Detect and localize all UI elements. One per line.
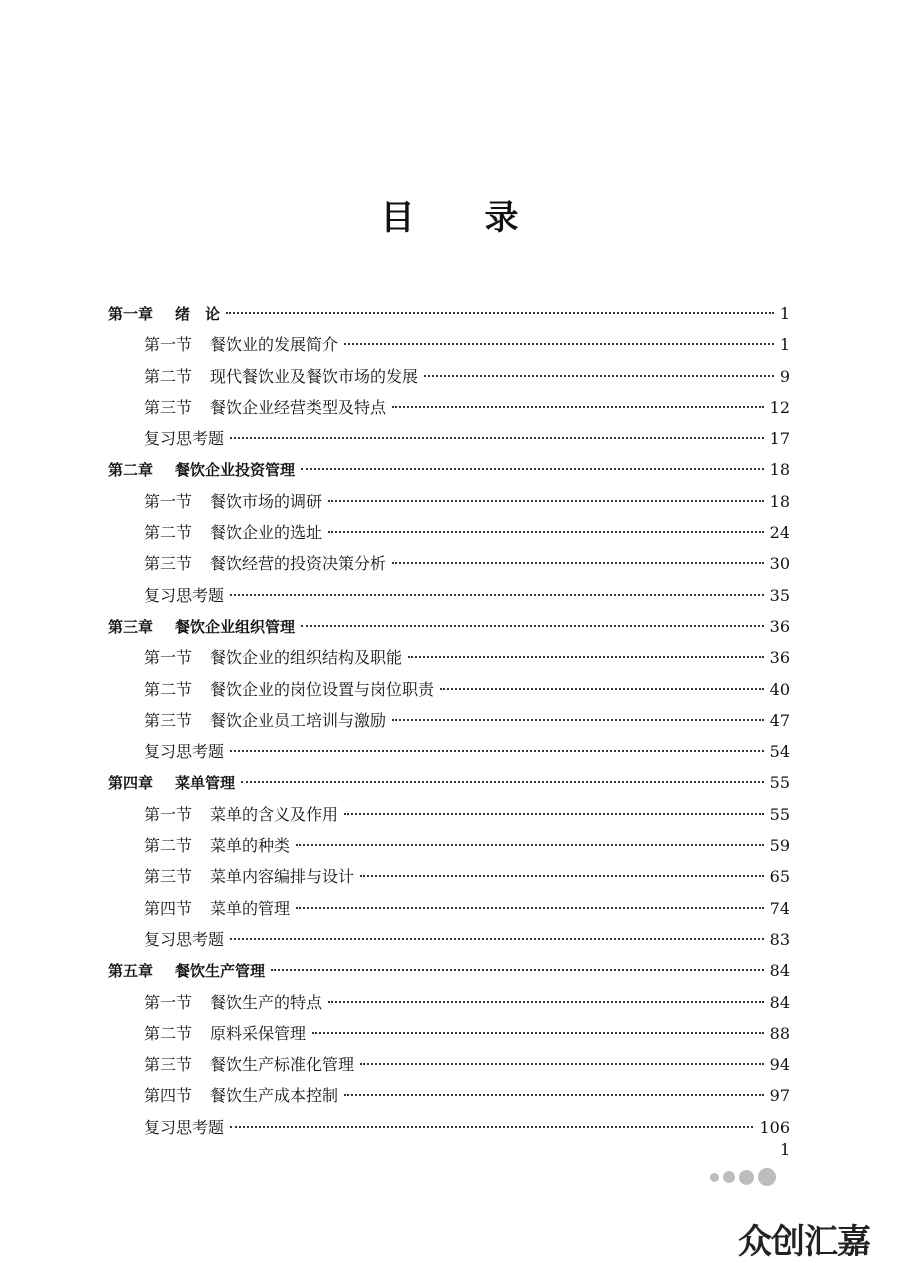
toc-title: 餐饮市场的调研 (210, 491, 323, 511)
dot-leader (301, 468, 764, 470)
toc-page-number: 74 (769, 898, 790, 918)
toc-title: 菜单管理 (175, 774, 236, 793)
toc-page-number: 1 (779, 335, 790, 355)
toc-page-number: 40 (769, 679, 790, 699)
toc-chapter-row[interactable] (108, 955, 790, 986)
dot-leader (360, 1063, 764, 1065)
toc-title: 餐饮企业的选址 (210, 523, 323, 543)
toc-page-number: 24 (769, 523, 790, 543)
toc-number: 第二节 (144, 836, 193, 856)
toc-section-row[interactable] (108, 1112, 790, 1143)
toc-section-row[interactable] (108, 736, 790, 767)
toc-page-number: 55 (769, 773, 790, 793)
toc-section-row[interactable] (108, 861, 790, 892)
toc-page-number: 30 (769, 554, 790, 574)
toc-label (144, 392, 386, 423)
toc-section-row[interactable] (108, 548, 790, 579)
watermark-logo: 众创汇嘉 (738, 1222, 870, 1262)
toc-label (144, 705, 386, 736)
toc-section-row[interactable] (108, 423, 790, 454)
toc-number: 第三节 (144, 554, 193, 574)
toc-title: 餐饮业的发展简介 (210, 335, 339, 355)
toc-number: 第五章 (108, 962, 154, 981)
toc-number: 第二节 (144, 1023, 193, 1043)
toc-section-row[interactable] (108, 392, 790, 423)
toc-number: 第三节 (144, 867, 193, 887)
toc-section-row[interactable] (108, 361, 790, 392)
toc-number: 第三节 (144, 710, 193, 730)
toc-section-row[interactable] (108, 1018, 790, 1049)
toc-title: 菜单内容编排与设计 (210, 867, 355, 887)
toc-title: 复习思考题 (144, 429, 225, 449)
toc-page-number: 55 (769, 804, 790, 824)
toc-title: 菜单的管理 (210, 898, 291, 918)
title-char-2: 录 (484, 198, 519, 238)
toc-number: 第四节 (144, 898, 193, 918)
toc-page-number: 36 (769, 616, 790, 636)
toc-title: 复习思考题 (144, 929, 225, 949)
toc-title: 餐饮生产管理 (175, 962, 266, 981)
toc-chapter-row[interactable] (108, 611, 790, 642)
dot-leader (230, 594, 764, 596)
dot-leader (296, 844, 764, 846)
toc-page-number: 65 (769, 867, 790, 887)
toc-label (144, 1112, 224, 1143)
dot-leader (408, 656, 764, 658)
toc-title: 复习思考题 (144, 585, 225, 605)
toc-number: 第二章 (108, 461, 154, 480)
toc-label (144, 799, 338, 830)
toc-title: 餐饮企业的组织结构及职能 (210, 648, 403, 668)
page-title (0, 190, 899, 239)
toc-label (108, 768, 235, 799)
dot-icon (710, 1173, 719, 1182)
toc-page-number: 18 (769, 460, 790, 480)
dot-leader (344, 1094, 764, 1096)
dot-leader (440, 688, 764, 690)
toc-label (144, 893, 290, 924)
toc-number: 第二节 (144, 366, 193, 386)
toc-label (144, 486, 322, 517)
toc-section-row[interactable] (108, 705, 790, 736)
toc-page-number: 17 (769, 429, 790, 449)
toc-section-row[interactable] (108, 486, 790, 517)
dot-leader (301, 625, 764, 627)
toc-title: 餐饮企业的岗位设置与岗位职责 (210, 679, 435, 699)
toc-label (108, 299, 220, 330)
toc-title: 餐饮生产标准化管理 (210, 1055, 355, 1075)
toc-number: 第二节 (144, 679, 193, 699)
toc-page-number: 47 (769, 710, 790, 730)
toc-section-row[interactable] (108, 580, 790, 611)
dot-icon (758, 1168, 776, 1186)
toc-number: 第一节 (144, 648, 193, 668)
toc-title: 原料采保管理 (210, 1023, 307, 1043)
dot-icon (723, 1171, 735, 1183)
toc-chapter-row[interactable] (108, 298, 790, 329)
toc-label (144, 423, 224, 454)
toc-page-number: 94 (769, 1055, 790, 1075)
toc-title: 餐饮生产成本控制 (210, 1086, 339, 1106)
toc-page-number: 1 (779, 304, 790, 323)
dot-leader (328, 531, 764, 533)
toc-label (144, 548, 386, 579)
toc-title: 餐饮企业员工培训与激励 (210, 710, 387, 730)
dot-leader (360, 875, 764, 877)
toc-number: 第一章 (108, 305, 154, 323)
toc-section-row[interactable] (108, 517, 790, 548)
toc-page-number: 36 (769, 648, 790, 668)
toc-page-number: 83 (769, 929, 790, 949)
toc-title: 餐饮企业经营类型及特点 (210, 397, 387, 417)
dot-leader (230, 437, 764, 439)
toc-page-number: 12 (769, 397, 790, 417)
toc-title: 菜单的含义及作用 (210, 804, 339, 824)
toc-number: 第一节 (144, 992, 193, 1012)
toc-section-row[interactable] (108, 674, 790, 705)
toc-page-number: 88 (769, 1023, 790, 1043)
dot-leader (271, 969, 764, 971)
toc-label (144, 1049, 354, 1080)
toc-title: 菜单的种类 (210, 836, 291, 856)
toc-label (144, 987, 322, 1018)
dot-leader (392, 562, 764, 564)
toc-page-number: 18 (769, 491, 790, 511)
toc-number: 第一节 (144, 804, 193, 824)
toc-label (144, 830, 290, 861)
toc-page-number: 9 (779, 366, 790, 386)
table-of-contents (108, 298, 790, 1143)
toc-label (144, 517, 322, 548)
toc-title: 现代餐饮业及餐饮市场的发展 (210, 366, 419, 386)
dot-leader (312, 1032, 764, 1034)
dot-leader (328, 1001, 764, 1003)
toc-title: 餐饮经营的投资决策分析 (210, 554, 387, 574)
toc-label (144, 361, 418, 392)
toc-label (144, 674, 434, 705)
toc-label (144, 1080, 338, 1111)
toc-number: 第四节 (144, 1086, 193, 1106)
toc-page-number: 54 (769, 742, 790, 762)
dot-leader (230, 938, 764, 940)
toc-label (144, 580, 224, 611)
toc-page-number: 35 (769, 585, 790, 605)
dot-leader (344, 343, 774, 345)
toc-number: 第一节 (144, 491, 193, 511)
toc-page-number: 84 (769, 961, 790, 981)
toc-section-row[interactable] (108, 642, 790, 673)
toc-number: 第三章 (108, 617, 154, 636)
toc-section-row[interactable] (108, 830, 790, 861)
dot-leader (424, 375, 774, 377)
dot-leader (392, 719, 764, 721)
toc-label (144, 642, 402, 673)
dot-leader (296, 907, 764, 909)
toc-number: 第一节 (144, 335, 193, 355)
dot-leader (328, 500, 764, 502)
toc-section-row[interactable] (108, 1049, 790, 1080)
decorative-dots (710, 1168, 776, 1186)
toc-label (108, 455, 295, 486)
toc-section-row[interactable] (108, 893, 790, 924)
toc-page-number: 59 (769, 836, 790, 856)
toc-number: 第四章 (108, 774, 154, 793)
toc-page-number: 97 (769, 1086, 790, 1106)
toc-title: 餐饮企业投资管理 (175, 461, 296, 480)
toc-page-number: 84 (769, 992, 790, 1012)
toc-section-row[interactable] (108, 987, 790, 1018)
toc-label (108, 956, 265, 987)
page-number: 1 (780, 1140, 791, 1159)
toc-title: 餐饮生产的特点 (210, 992, 323, 1012)
title-char-1: 目 (380, 198, 415, 238)
toc-section-row[interactable] (108, 924, 790, 955)
toc-label (144, 736, 224, 767)
toc-section-row[interactable] (108, 329, 790, 360)
toc-label (108, 612, 295, 643)
toc-chapter-row[interactable] (108, 454, 790, 485)
dot-leader (344, 813, 764, 815)
dot-icon (739, 1170, 754, 1185)
dot-leader (230, 750, 764, 752)
toc-label (144, 861, 354, 892)
toc-section-row[interactable] (108, 799, 790, 830)
toc-title: 复习思考题 (144, 742, 225, 762)
toc-title: 绪 论 (175, 305, 221, 323)
toc-label (144, 329, 338, 360)
toc-title: 餐饮企业组织管理 (175, 617, 296, 636)
dot-leader (241, 781, 764, 783)
toc-number: 第三节 (144, 397, 193, 417)
toc-label (144, 1018, 306, 1049)
toc-number: 第二节 (144, 523, 193, 543)
toc-number: 第三节 (144, 1055, 193, 1075)
toc-label (144, 924, 224, 955)
dot-leader (392, 406, 764, 408)
dot-leader (226, 312, 774, 314)
toc-page-number: 106 (759, 1117, 790, 1137)
toc-title: 复习思考题 (144, 1117, 225, 1137)
toc-section-row[interactable] (108, 1080, 790, 1111)
toc-chapter-row[interactable] (108, 767, 790, 798)
dot-leader (230, 1126, 753, 1128)
